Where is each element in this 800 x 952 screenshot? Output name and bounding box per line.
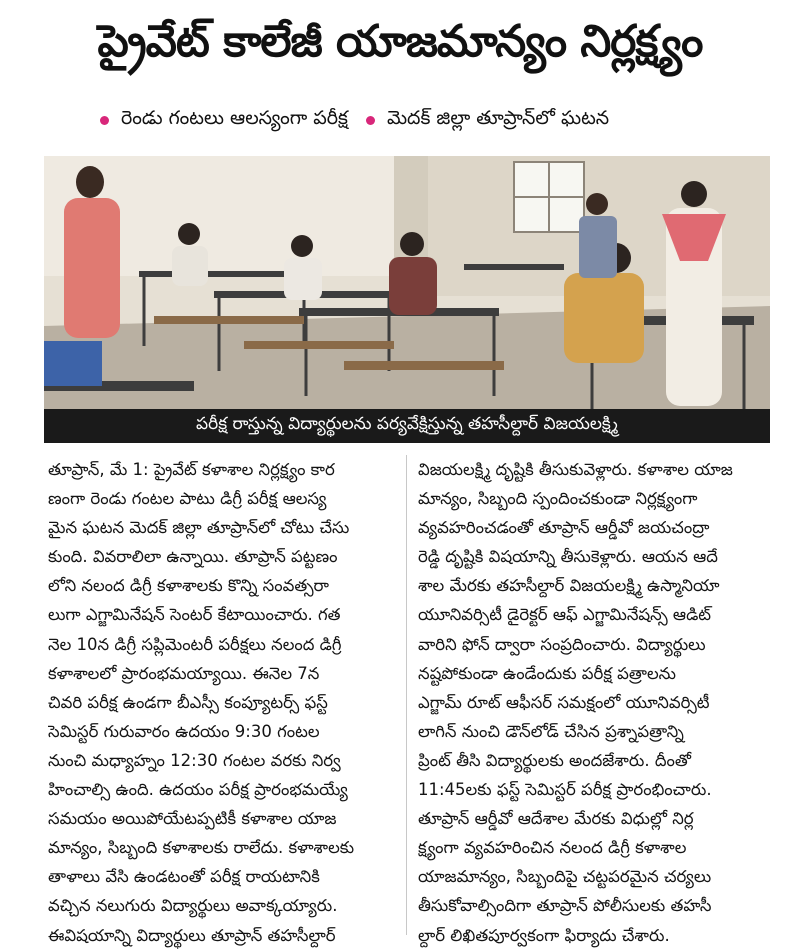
article-line: ఈవిషయాన్ని విద్యార్థులు తూప్రాన్ తహసీల్దార్ [48,925,336,945]
article-line: తీసుకోవాల్సిందిగా తూప్రాన్ పోలీసులకు తహసీ [418,896,712,916]
article-line: వచ్చిన నలుగురు విద్యార్థులు అవాక్కయ్యారు. [48,896,338,916]
article-line: లుగా ఎగ్జామినేషన్ సెంటర్ కేటాయించారు. గత [48,605,341,625]
article-line: ణంగా రెండు గంటల పాటు డిగ్రీ పరీక్ష ఆలస్య [48,489,327,509]
subhead-1: రెండు గంటలు ఆలస్యంగా పరీక్ష [121,106,348,129]
article-line: 11:45లకు ఫస్ట్ సెమిస్టర్ పరీక్ష ప్రారంభించారు. [418,780,712,800]
photo-caption-text: పరీక్ష రాస్తున్న విద్యార్థులను పర్యవేక్షిస్తున్న తహసీల్దార్ విజయలక్ష్మి [196,414,618,434]
photo-caption [44,409,770,443]
article-line: యూనివర్సిటీ డైరెక్టర్ ఆఫ్ ఎగ్జామినేషన్స్ ఆడిట్ [418,605,712,625]
article-line: నెల 10న డిగ్రీ సప్లిమెంటరీ పరీక్షలు నలంద డిగ్రీ [48,634,342,654]
article-line: లాగిన్ నుంచి డౌన్‌లోడ్ చేసిన ప్రశ్నాపత్రాన్ని [418,721,684,741]
article-line: ప్రింట్ తీసి విద్యార్థులకు అందజేశారు. దీంతో [418,750,691,770]
article-line: కుంది. వివరాలిలా ఉన్నాయి. తూప్రాన్ పట్టణం [48,547,338,567]
subhead-2: మెదక్ జిల్లా తూప్రాన్‌లో ఘటన [386,106,610,129]
article-line: తాళాలు వేసి ఉండటంతో పరీక్ష రాయటానికి [48,867,320,887]
article-column-left [48,455,393,945]
article-column-right [418,455,763,945]
article-line: తూప్రాన్ ఆర్డీవో ఆదేశాల మేరకు విధుల్లో నిర్ల [418,809,694,829]
column-divider [406,455,407,935]
news-photo [44,156,770,409]
article-line: లోని నలంద డిగ్రీ కళాశాలకు కొన్ని సంవత్సరా [48,576,330,596]
article-line: నష్టపోకుండా ఉండేందుకు పరీక్ష పత్రాలను [418,663,676,683]
bullet-dot-icon [100,116,109,125]
article-line: రెడ్డి దృష్టికి విషయాన్ని తీసుకెళ్లారు. ఆయన ఆదే [418,547,718,567]
bullet-dot-icon [366,116,375,125]
classroom-photo-illustration [44,156,770,409]
article-line: సమయం అయిపోయేటప్పటికీ కళాశాల యాజ [48,809,337,829]
article-line: హించాల్సి ఉంది. ఉదయం పరీక్ష ప్రారంభమయ్యే [48,780,348,800]
article-line: మాన్యం, సిబ్బంది స్పందించకుండా నిర్లక్ష్యంగా [418,489,698,509]
article-line: శాల మేరకు తహసీల్దార్ విజయలక్ష్మి ఉస్మానియా [418,576,720,596]
article-line: ఎగ్జామ్ రూట్ ఆఫీసర్ సమక్షంలో యూనివర్సిటీ [418,692,710,712]
article-line: యాజమాన్యం, సిబ్బందిపై చట్టపరమైన చర్యలు [418,867,712,887]
article-line: ల్దార్ లిఖితపూర్వకంగా ఫిర్యాదు చేశారు. [418,925,670,945]
article-line: తూప్రాన్, మే 1: ప్రైవేట్ కళాశాల నిర్లక్ష్యం కార [48,460,335,479]
article-line: క్ష్యంగా వ్యవహరించిన నలంద డిగ్రీ కళాశాల [418,838,687,858]
article-line: వారిని ఫోన్ ద్వారా సంప్రదించారు. విద్యార్థులు [418,634,706,654]
article-line: విజయలక్ష్మి దృష్టికి తీసుకువెళ్లారు. కళాశాల యాజ [418,460,733,479]
article-line: మైన ఘటన మెదక్ జిల్లా తూప్రాన్‌లో చోటు చేసు [48,518,350,538]
headline: ప్రైవేట్ కాలేజీ యాజమాన్యం నిర్లక్ష్యం [97,16,703,67]
article-line: మాన్యం, సిబ్బంది కళాశాలకు రాలేదు. కళాశాలకు [48,838,355,858]
subheads [100,106,740,134]
article-line: వ్యవహరించడంతో తూప్రాన్ ఆర్డీవో జయచంద్రా [418,518,710,538]
article-line: కళాశాలలో ప్రారంభమయ్యాయి. ఈనెల 7న [48,663,320,683]
article-line: సెమిస్టర్ గురువారం ఉదయం 9:30 గంటల [48,721,320,741]
article-line: నుంచి మధ్యాహ్నం 12:30 గంటల వరకు నిర్వ [48,750,341,770]
article-line: చివరి పరీక్ష ఉండగా బీఎస్సీ కంప్యూటర్స్ ఫస్ట్ [48,692,328,712]
